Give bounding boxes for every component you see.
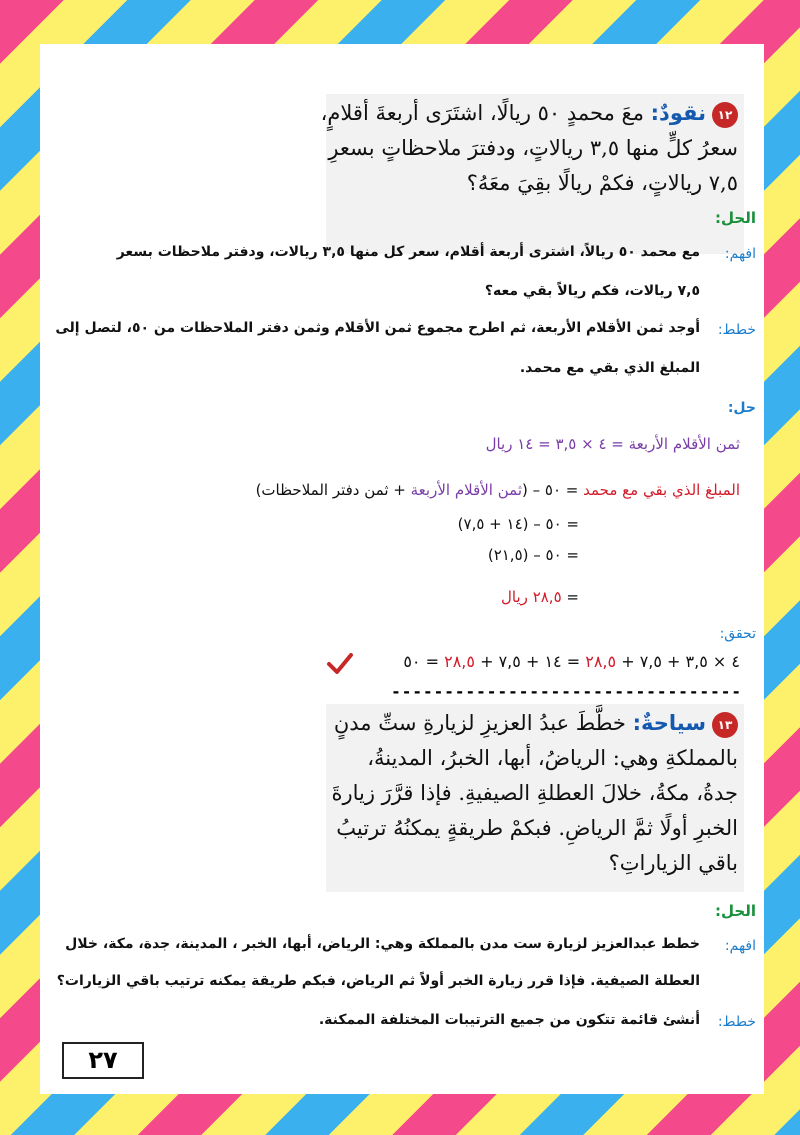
- plan-label: خطط:: [717, 322, 756, 338]
- problem-number-badge: ١٣: [712, 712, 738, 738]
- page-number: ٢٧: [62, 1042, 144, 1079]
- remain-equation: [256, 481, 740, 499]
- step-equals: =: [566, 588, 579, 606]
- problem-text: جدةُ، مكةُ، خلالَ العطلةِ الصيفيةِ. فإذا قرَّرَ زيارةَ: [331, 781, 738, 805]
- check-value: ٢٨,٥: [585, 652, 617, 671]
- solution-label: الحل:: [715, 209, 756, 227]
- plan-label: خطط:: [717, 1014, 756, 1030]
- problem-text: خطَّطَ عبدُ العزيزِ لزيارةِ ستِّ مدنٍ: [333, 711, 626, 735]
- problem-text: الخبرِ أولًا ثمَّ الرياضِ. فبكمْ طريقةٍ يمكنُهُ ترتيبُ: [336, 816, 738, 840]
- check-part: = ٥٠: [403, 652, 440, 671]
- step-line: = ٥٠ – (١٤ + ٧,٥): [457, 515, 579, 533]
- remain-label: المبلغ الذي بقي مع محمد: [583, 481, 740, 499]
- step-line: [501, 588, 579, 606]
- problem-13-box: [326, 704, 744, 892]
- divider: ---------------------------------: [391, 682, 742, 701]
- plan-text: أوجد ثمن الأقلام الأربعة، ثم اطرح مجموع ثمن الأقلام وثمن دفتر الملاحظات من ٥٠، لتصل إلى: [55, 320, 700, 336]
- understand-label: افهم:: [724, 938, 756, 954]
- check-part: = ١٤ + ٧,٥ +: [480, 652, 581, 671]
- step-line: = ٥٠ – (٢١,٥): [487, 546, 579, 564]
- problem-title: سياحةٌ:: [632, 711, 706, 735]
- check-label: تحقق:: [719, 626, 756, 642]
- problem-title: نقودٌ:: [650, 101, 706, 125]
- problem-text: سعرُ كلٍّ منها ٣,٥ رياﻻتٍ، ودفترَ ملاحظاتٍ بسعرِ: [328, 136, 738, 160]
- final-answer: ٢٨,٥ ريال: [501, 588, 562, 606]
- understand-label: افهم:: [724, 246, 756, 262]
- understand-text: مع محمد ٥٠ ريالاً، اشترى أربعة أقلام، سعر كل منها ٣,٥ ريالات، ودفتر ملاحظات بسعر: [116, 244, 700, 260]
- plan-text: أنشئ قائمة تتكون من جميع الترتيبات المختلفة الممكنة.: [318, 1012, 700, 1028]
- pens-equation: [486, 435, 740, 453]
- problem-number-badge: ١٢: [712, 102, 738, 128]
- check-part: ٤ × ٣,٥ + ٧,٥ +: [621, 652, 740, 671]
- problem-12-box: [320, 94, 744, 254]
- remain-eq-part: + ثمن دفتر الملاحظات): [255, 481, 406, 499]
- understand-text: ٧,٥ ريالات، فكم ريالاً بقي معه؟: [484, 283, 700, 299]
- problem-text: باقي الزياراتِ؟: [608, 851, 738, 875]
- solution-label: الحل:: [715, 902, 756, 920]
- understand-text: خطط عبدالعزيز لزيارة ست مدن بالمملكة وهي: الرياض، أبها، الخبر ، المدينة، جدة، مكة، خلال: [65, 936, 700, 952]
- remain-eq-pens: ثمن الأقلام الأربعة: [410, 481, 522, 499]
- solve-label: حل:: [727, 400, 756, 416]
- check-equation: [403, 652, 740, 671]
- problem-text: معَ محمدٍ ٥٠ ريالًا، اشتَرَى أربعةَ أقلامٍ،: [320, 101, 644, 125]
- problem-text: بالمملكةِ وهي: الرياضُ، أبها، الخبرُ، المدينةُ،: [367, 746, 738, 770]
- understand-text: العطلة الصيفية. فإذا قرر زيارة الخبر أولاً ثم الرياض، فبكم طريقة يمكنه ترتيب باقي الزيارات؟: [56, 973, 700, 989]
- pens-label: ثمن الأقلام الأربعة: [628, 435, 740, 453]
- checkmark-icon: [326, 652, 354, 676]
- remain-eq-part: = ٥٠ – (: [522, 481, 579, 499]
- pens-value: = ٤ × ٣,٥ = ١٤ ريال: [485, 435, 624, 453]
- plan-text: المبلغ الذي بقي مع محمد.: [519, 360, 700, 376]
- check-value: ٢٨,٥: [444, 652, 475, 671]
- problem-text: ٧,٥ رياﻻتٍ، فكمْ ريالًا بقِيَ معَهُ؟: [466, 171, 738, 195]
- page: [40, 44, 764, 1094]
